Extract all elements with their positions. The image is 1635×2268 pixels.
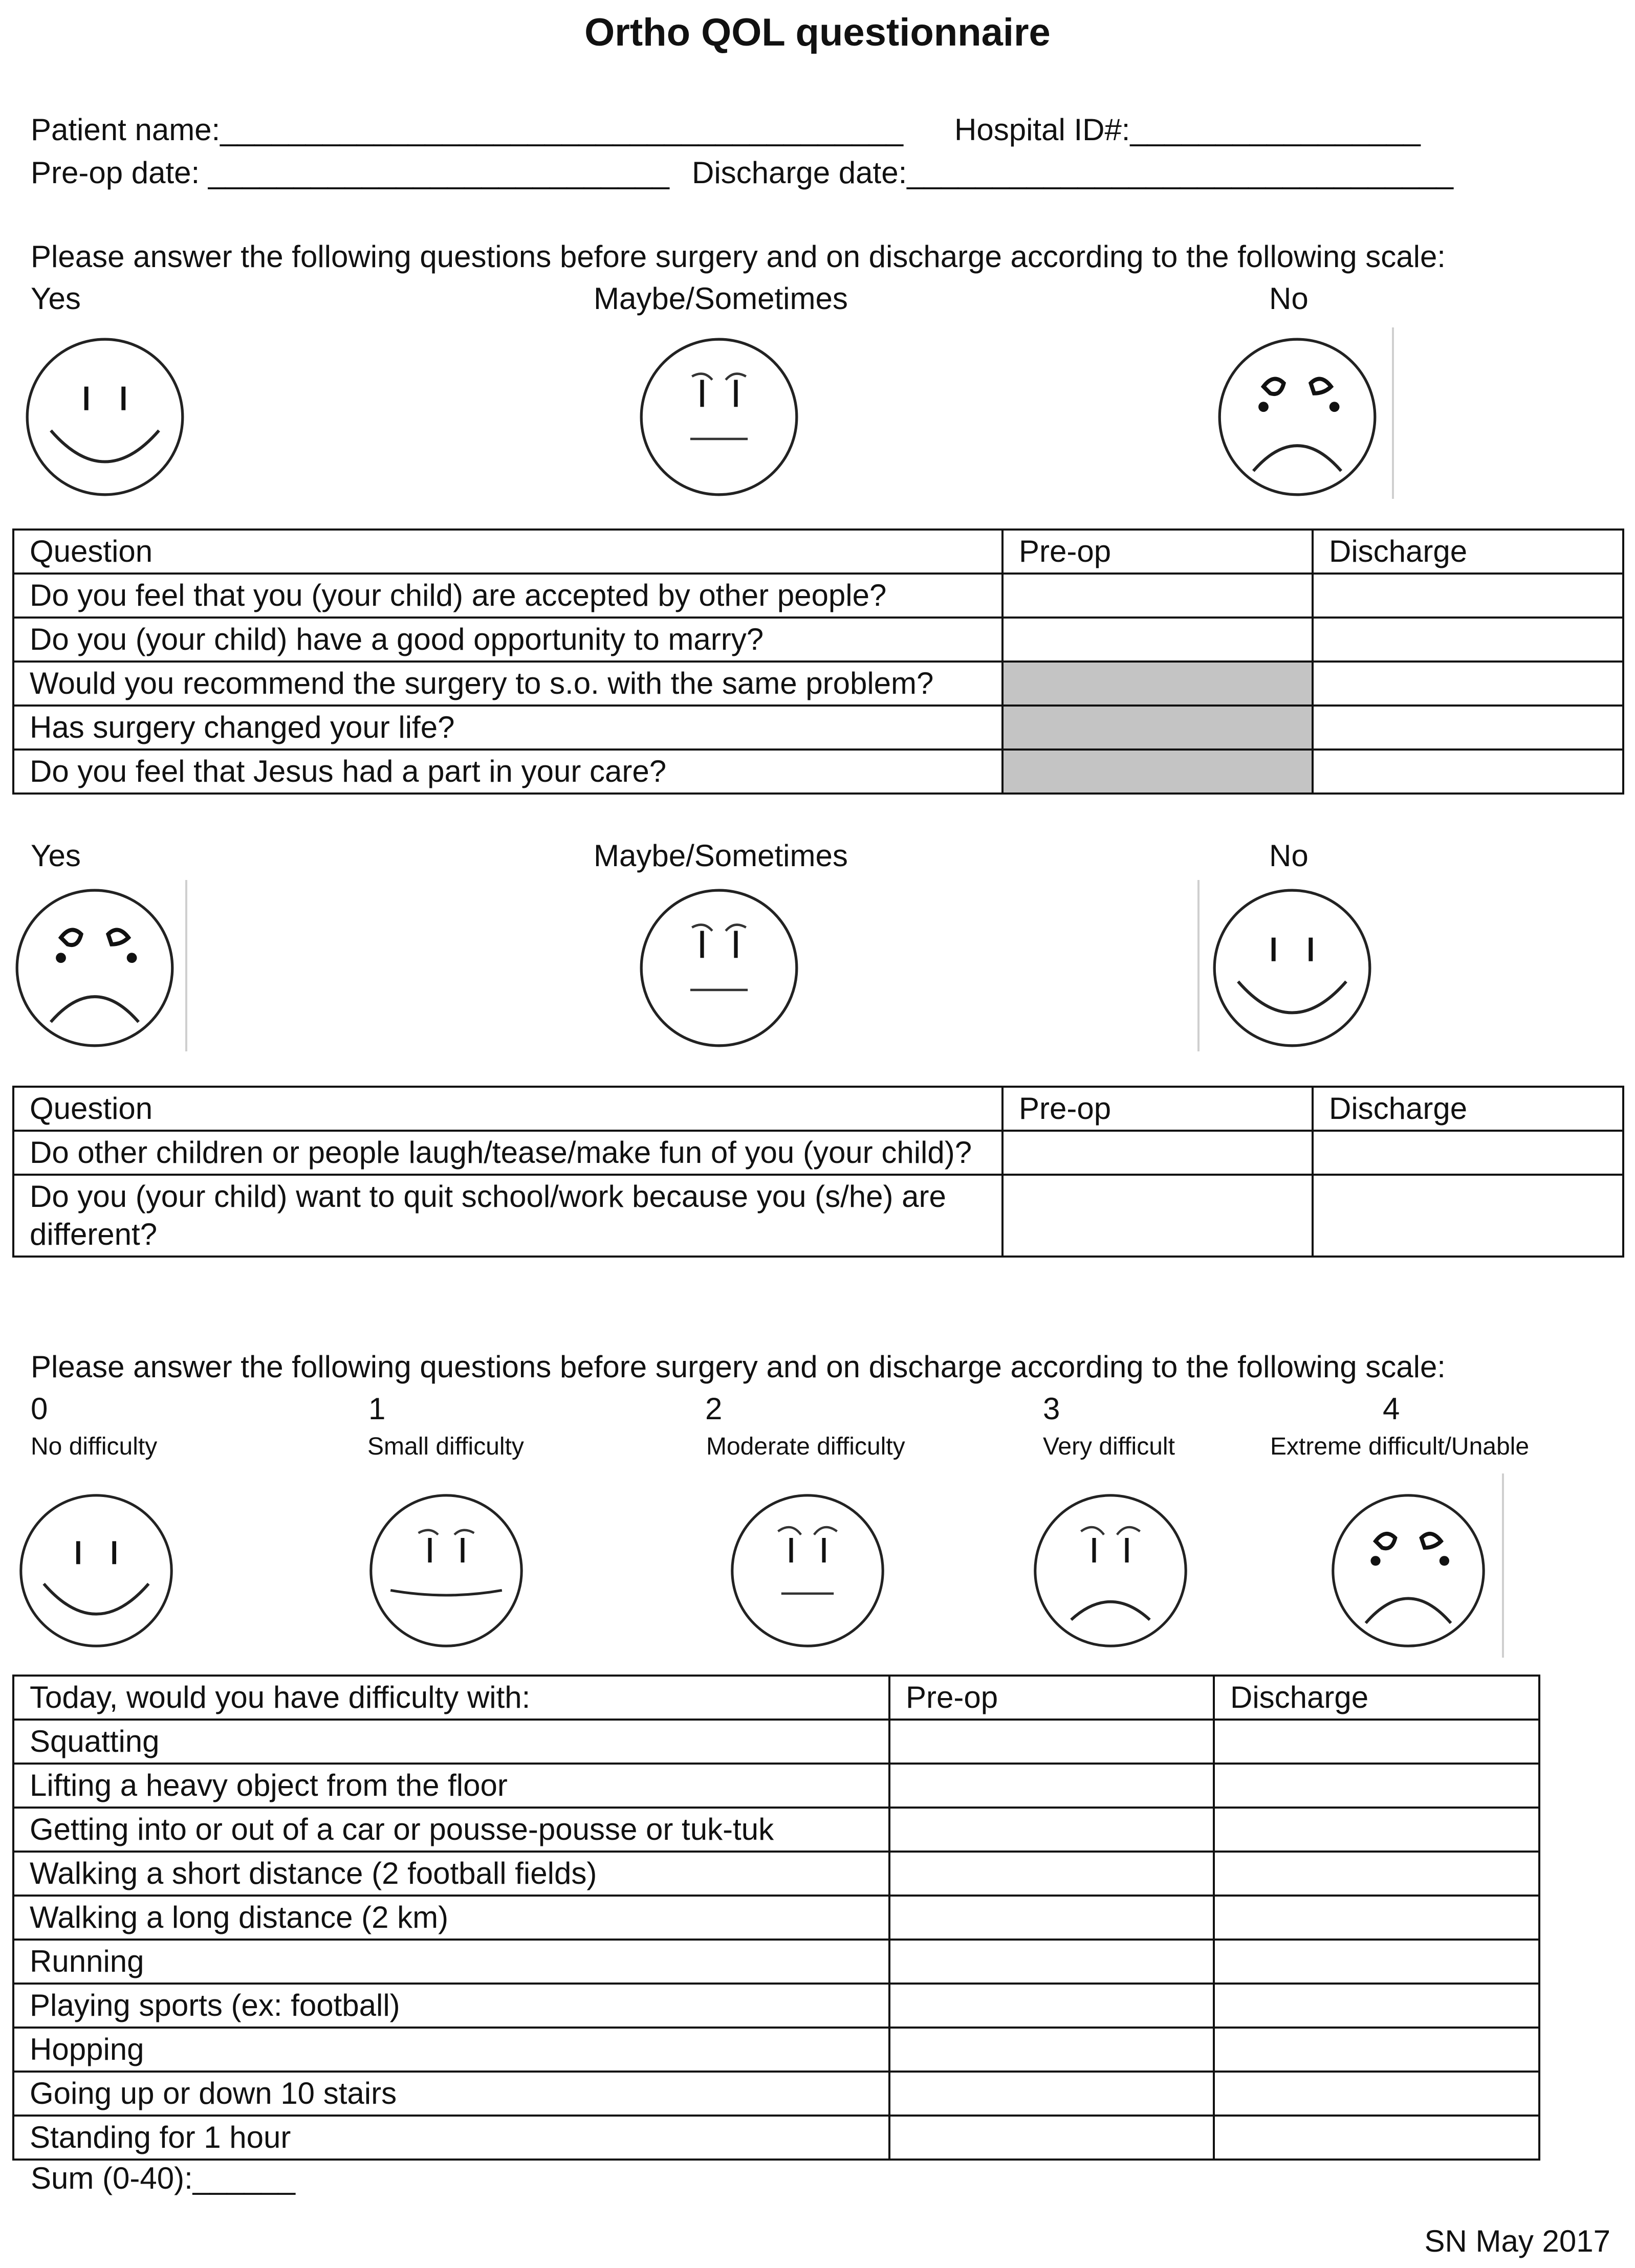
table-row — [13, 1940, 1539, 1984]
discharge-cell[interactable] — [1313, 1175, 1623, 1257]
happy-face-icon — [1208, 884, 1377, 1052]
header-question: Question — [13, 530, 1002, 574]
header-discharge: Discharge — [1214, 1676, 1539, 1720]
activity-text: Squatting — [13, 1720, 889, 1764]
discharge-cell[interactable] — [1214, 2072, 1539, 2116]
discharge-cell[interactable] — [1214, 1896, 1539, 1940]
header-preop: Pre-op — [1002, 1087, 1313, 1131]
question-text: Do you (your child) have a good opportunity to marry? — [13, 618, 1002, 662]
preop-cell[interactable] — [1002, 1175, 1313, 1257]
table-row — [13, 1984, 1539, 2028]
page-title: Ortho QOL questionnaire — [584, 11, 1051, 54]
preop-cell[interactable] — [889, 1764, 1214, 1808]
scale3-number-4: 4 — [1383, 1392, 1400, 1426]
neutral-face-icon — [635, 333, 803, 501]
preop-cell[interactable] — [889, 2116, 1214, 2160]
scale3-number-2: 2 — [705, 1392, 723, 1426]
scale3-number-3: 3 — [1043, 1392, 1060, 1426]
sum-field[interactable]: Sum (0-40):______ — [31, 2161, 295, 2195]
crying-face-icon — [1213, 333, 1382, 501]
discharge-cell[interactable] — [1214, 1984, 1539, 2028]
scale1-label-maybe: Maybe/Sometimes — [594, 281, 848, 316]
table-header-row — [13, 530, 1623, 574]
frame-divider — [1197, 880, 1200, 1051]
preop-cell[interactable] — [889, 1808, 1214, 1852]
table-row — [13, 2072, 1539, 2116]
header-discharge: Discharge — [1313, 1087, 1623, 1131]
table-header-row — [13, 1087, 1623, 1131]
table-row — [13, 2028, 1539, 2072]
discharge-cell[interactable] — [1214, 1720, 1539, 1764]
question-text: Do you (your child) want to quit school/work because you (s/he) are different? — [13, 1175, 1002, 1257]
discharge-cell[interactable] — [1214, 1808, 1539, 1852]
preop-date-field[interactable]: Pre-op date: ___________________________ — [31, 156, 669, 190]
discharge-cell[interactable] — [1214, 2028, 1539, 2072]
happy-face-icon — [20, 333, 189, 501]
scale3-label-4: Extreme difficult/Unable — [1270, 1433, 1530, 1460]
sad-face-icon — [1029, 1489, 1192, 1653]
header-question: Question — [13, 1087, 1002, 1131]
activity-text: Going up or down 10 stairs — [13, 2072, 889, 2116]
discharge-cell[interactable] — [1214, 1852, 1539, 1896]
crying-face-icon — [10, 884, 179, 1052]
scale2-label-no: No — [1269, 839, 1309, 873]
discharge-date-field[interactable]: Discharge date:________________________________ — [692, 156, 1454, 190]
activity-text: Lifting a heavy object from the floor — [13, 1764, 889, 1808]
preop-cell[interactable] — [1002, 574, 1313, 618]
table-row — [13, 2116, 1539, 2160]
scale2-label-maybe: Maybe/Sometimes — [594, 839, 848, 873]
question-text: Has surgery changed your life? — [13, 706, 1002, 750]
question-text: Do other children or people laugh/tease/make fun of you (your child)? — [13, 1131, 1002, 1175]
table-row — [13, 618, 1623, 662]
scale2-label-yes: Yes — [31, 839, 81, 873]
scale1-label-yes: Yes — [31, 281, 81, 316]
preop-cell[interactable] — [889, 1896, 1214, 1940]
question-table-2 — [12, 1086, 1624, 1258]
preop-cell[interactable] — [1002, 618, 1313, 662]
footer-note: SN May 2017 — [1424, 2224, 1610, 2258]
table-row — [13, 1852, 1539, 1896]
discharge-cell[interactable] — [1214, 2116, 1539, 2160]
scale3-label-1: Small difficulty — [367, 1433, 524, 1460]
header-discharge: Discharge — [1313, 530, 1623, 574]
preop-cell-disabled — [1002, 706, 1313, 750]
preop-cell[interactable] — [889, 1852, 1214, 1896]
table-header-row — [13, 1676, 1539, 1720]
crying-face-icon — [1326, 1489, 1490, 1653]
table-row — [13, 1764, 1539, 1808]
table-row — [13, 1720, 1539, 1764]
discharge-cell[interactable] — [1214, 1764, 1539, 1808]
table-row — [13, 706, 1623, 750]
preop-cell[interactable] — [889, 2028, 1214, 2072]
header-preop: Pre-op — [1002, 530, 1313, 574]
activity-text: Playing sports (ex: football) — [13, 1984, 889, 2028]
activity-text: Standing for 1 hour — [13, 2116, 889, 2160]
table-row — [13, 574, 1623, 618]
table-row — [13, 1896, 1539, 1940]
activity-text: Walking a long distance (2 km) — [13, 1896, 889, 1940]
question-table-1 — [12, 529, 1624, 795]
scale1-label-no: No — [1269, 281, 1309, 316]
preop-cell[interactable] — [889, 2072, 1214, 2116]
instruction-text-2: Please answer the following questions before surgery and on discharge according to the following scale: — [31, 1350, 1446, 1384]
discharge-cell[interactable] — [1313, 750, 1623, 794]
worried-face-icon — [726, 1489, 889, 1653]
discharge-cell[interactable] — [1313, 662, 1623, 706]
question-text: Would you recommend the surgery to s.o. with the same problem? — [13, 662, 1002, 706]
happy-face-icon — [14, 1489, 178, 1653]
question-text: Do you feel that you (your child) are accepted by other people? — [13, 574, 1002, 618]
header-preop: Pre-op — [889, 1676, 1214, 1720]
discharge-cell[interactable] — [1214, 1940, 1539, 1984]
frame-divider — [1392, 327, 1394, 499]
preop-cell-disabled — [1002, 750, 1313, 794]
preop-cell-disabled — [1002, 662, 1313, 706]
discharge-cell[interactable] — [1313, 618, 1623, 662]
scale3-number-1: 1 — [368, 1392, 386, 1426]
table-row — [13, 1175, 1623, 1257]
activity-text: Walking a short distance (2 football fields) — [13, 1852, 889, 1896]
preop-cell[interactable] — [889, 1720, 1214, 1764]
flat-face-icon — [364, 1489, 528, 1653]
patient-name-field[interactable]: Patient name:________________________________________ — [31, 113, 903, 147]
discharge-cell[interactable] — [1313, 706, 1623, 750]
scale3-label-2: Moderate difficulty — [706, 1433, 905, 1460]
preop-cell[interactable] — [1002, 1131, 1313, 1175]
scale3-number-0: 0 — [31, 1392, 48, 1426]
instruction-text: Please answer the following questions before surgery and on discharge according to the following scale: — [31, 239, 1446, 274]
question-text: Do you feel that Jesus had a part in your care? — [13, 750, 1002, 794]
table-row — [13, 1808, 1539, 1852]
scale3-label-0: No difficulty — [31, 1433, 158, 1460]
frame-divider — [1502, 1473, 1504, 1658]
neutral-face-icon — [635, 884, 803, 1052]
discharge-cell[interactable] — [1313, 1131, 1623, 1175]
activity-text: Running — [13, 1940, 889, 1984]
activity-text: Hopping — [13, 2028, 889, 2072]
preop-cell[interactable] — [889, 1984, 1214, 2028]
table-row — [13, 750, 1623, 794]
frame-divider — [185, 880, 187, 1051]
scale3-label-3: Very difficult — [1043, 1433, 1175, 1460]
difficulty-table — [12, 1675, 1540, 2161]
hospital-id-field[interactable]: Hospital ID#:_________________ — [954, 113, 1421, 147]
table-row — [13, 1131, 1623, 1175]
header-activity: Today, would you have difficulty with: — [13, 1676, 889, 1720]
activity-text: Getting into or out of a car or pousse-pousse or tuk-tuk — [13, 1808, 889, 1852]
discharge-cell[interactable] — [1313, 574, 1623, 618]
table-row — [13, 662, 1623, 706]
preop-cell[interactable] — [889, 1940, 1214, 1984]
